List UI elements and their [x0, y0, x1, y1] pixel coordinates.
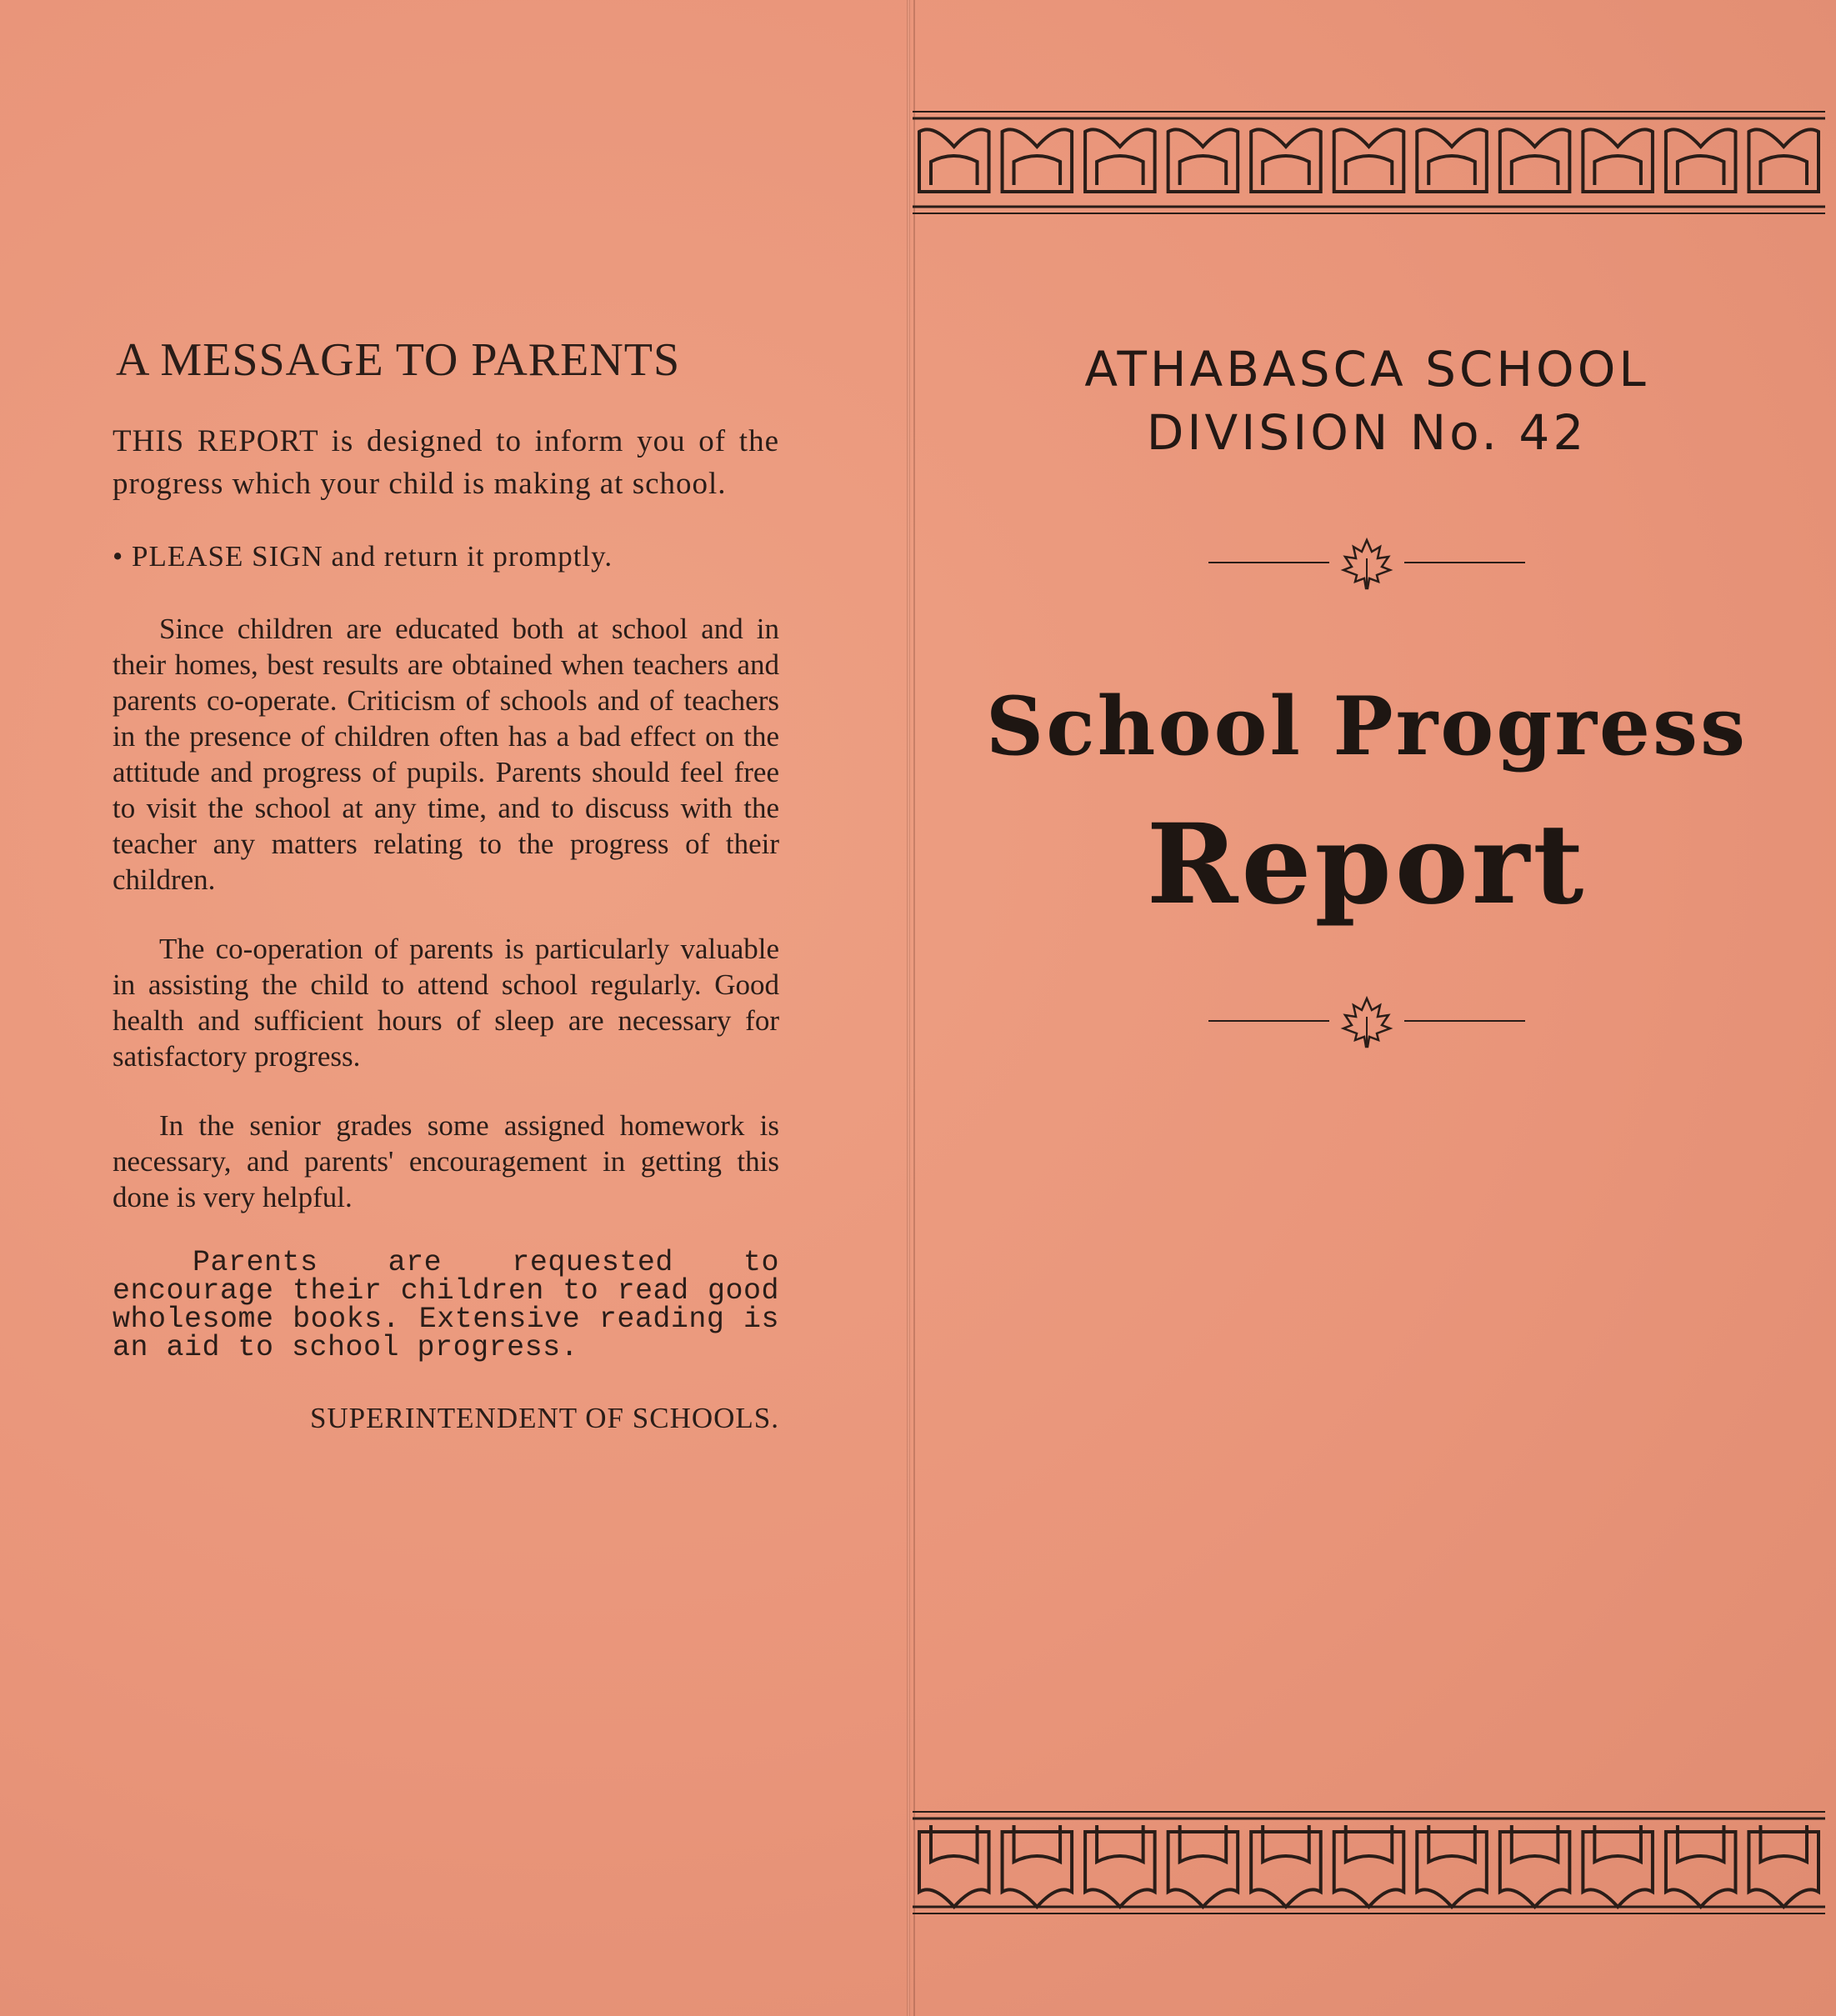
border-motif: [1417, 1825, 1487, 1907]
border-motif: [1003, 129, 1073, 192]
decorative-border-pattern: [913, 108, 1825, 217]
intro-paragraph: THIS REPORT is designed to inform you of the progress which your child is making at school.: [113, 424, 779, 501]
border-motif: [1583, 129, 1653, 192]
border-motif: [919, 129, 989, 192]
cooperation-paragraph: Since children are educated both at school and in their homes, best results are obtained when teachers and parents co-operate. Criticism of schools and of teachers in the presence of children often has a bad effect on the attitude and progress of pupils. Parents should feel free to visit the school at any time, and to discuss with the teacher any matters relating to the progress of their children.: [113, 613, 779, 896]
border-motif: [1085, 129, 1155, 192]
division-line-1: ATHABASCA SCHOOL: [1084, 341, 1649, 398]
decorative-border-pattern: [913, 1808, 1825, 1917]
message-heading: A MESSAGE TO PARENTS: [116, 334, 681, 386]
border-motif: [919, 1825, 989, 1907]
border-motif: [1334, 129, 1404, 192]
border-motif: [1748, 129, 1818, 192]
report-title-line-1: School Progress: [985, 679, 1748, 773]
center-fold: [907, 0, 910, 2016]
border-motif: [1417, 129, 1487, 192]
border-motif: [1334, 1825, 1404, 1907]
attendance-paragraph: The co-operation of parents is particularly valuable in assisting the child to attend school regularly. Good health and sufficient hours of sleep are necessary for satisfactory progress.: [113, 933, 779, 1073]
border-motif: [1003, 1825, 1073, 1907]
border-motif: [1748, 1825, 1818, 1907]
reading-paragraph: Parents are requested to encourage their children to read good wholesome books. Extensive reading is an aid to school progress.: [113, 1246, 779, 1364]
border-motif: [1583, 1825, 1653, 1907]
homework-paragraph: In the senior grades some assigned homework is necessary, and parents' encouragement in getting this done is very helpful.: [113, 1109, 779, 1213]
border-motif: [1085, 1825, 1155, 1907]
border-motif: [1666, 1825, 1736, 1907]
maple-leaf-icon: [1208, 992, 1525, 1050]
school-division-name: [942, 338, 1792, 464]
parents-message-panel: [113, 333, 779, 1435]
border-motif: [1251, 1825, 1321, 1907]
border-motif: [1500, 129, 1570, 192]
border-motif: [1251, 129, 1321, 192]
top-decorative-border: [913, 108, 1825, 217]
border-motif: [1666, 129, 1736, 192]
superintendent-signoff: SUPERINTENDENT OF SCHOOLS.: [309, 1402, 779, 1434]
border-motif: [1500, 1825, 1570, 1907]
border-motif: [1168, 129, 1238, 192]
border-motif: [1168, 1825, 1238, 1907]
center-fold-shadow: [913, 0, 915, 2016]
division-line-2: DIVISION No. 42: [1146, 404, 1588, 461]
report-title-line-2: Report: [1146, 800, 1588, 929]
please-sign-line: • PLEASE SIGN and return it promptly.: [113, 540, 613, 573]
bottom-decorative-border: [913, 1808, 1825, 1917]
maple-leaf-icon: [1208, 533, 1525, 592]
